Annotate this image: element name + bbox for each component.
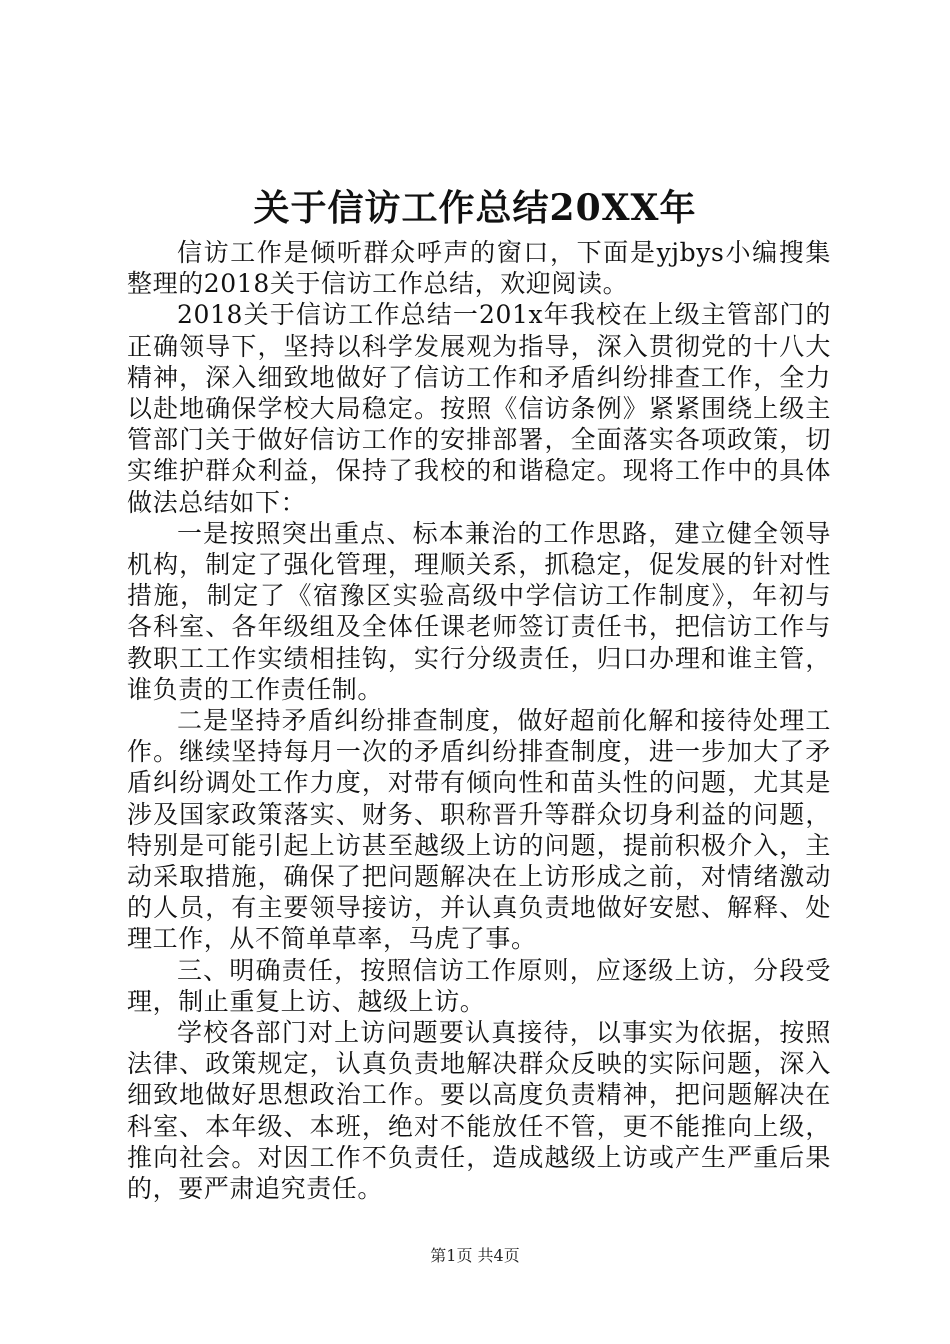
- paragraph-summary: 2018关于信访工作总结一201x年我校在上级主管部门的正确领导下，坚持以科学发展观为指导，深入贯彻党的十八大精神，深入细致地做好了信访工作和矛盾纠纷排查工作，全力以赴地确保学校大局稳定。按照《信访条例》紧紧围绕上级主管部门关于做好信访工作的安排部署，全面落实各项政策，切实维护群众利益，保持了我校的和谐稳定。现将工作中的具体做法总结如下：: [127, 300, 831, 517]
- document-title: 关于信访工作总结20XX年: [253, 187, 697, 229]
- page-number-footer: 第1页 共4页: [430, 1246, 520, 1265]
- paragraph-point-one: 一是按照突出重点、标本兼治的工作思路，建立健全领导机构，制定了强化管理，理顺关系，抓稳定，促发展的针对性措施，制定了《宿豫区实验高级中学信访工作制度》，年初与各科室、各年级组及全体任课老师签订责任书，把信访工作与教职工工作实绩相挂钩，实行分级责任，归口办理和谁主管，谁负责的工作责任制。: [127, 518, 831, 704]
- paragraph-point-three: 三、明确责任，按照信访工作原则，应逐级上访，分段受理，制止重复上访、越级上访。: [127, 955, 831, 1016]
- document-body: [127, 237, 831, 1204]
- paragraph-intro: 信访工作是倾听群众呼声的窗口，下面是yjbys小编搜集整理的2018关于信访工作总结，欢迎阅读。: [127, 238, 831, 299]
- paragraph-point-two: 二是坚持矛盾纠纷排查制度，做好超前化解和接待处理工作。继续坚持每月一次的矛盾纠纷排查制度，进一步加大了矛盾纠纷调处工作力度，对带有倾向性和苗头性的问题，尤其是涉及国家政策落实、财务、职称晋升等群众切身利益的问题，特别是可能引起上访甚至越级上访的问题，提前积极介入，主动采取措施，确保了把问题解决在上访形成之前，对情绪激动的人员，有主要领导接访，并认真负责地做好安慰、解释、处理工作，从不简单草率，马虎了事。: [127, 706, 831, 954]
- paragraph-departments: 学校各部门对上访问题要认真接待，以事实为依据，按照法律、政策规定，认真负责地解决群众反映的实际问题，深入细致地做好思想政治工作。要以高度负责精神，把问题解决在科室、本年级、本班，绝对不能放任不管，更不能推向上级，推向社会。对因工作不负责任，造成越级上访或产生严重后果的，要严肃追究责任。: [127, 1018, 831, 1204]
